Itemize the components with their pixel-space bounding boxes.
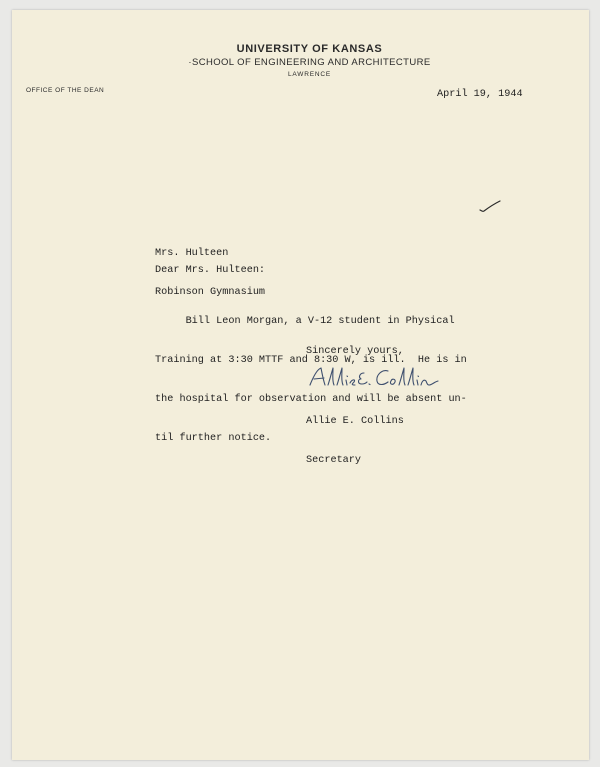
letter-date: April 19, 1944 <box>437 89 523 100</box>
signer-block <box>306 389 404 493</box>
letterhead-school: ·SCHOOL OF ENGINEERING AND ARCHITECTURE <box>188 57 431 68</box>
letterhead-office: OFFICE OF THE DEAN <box>26 87 105 94</box>
recipient-name: Mrs. Hulteen <box>155 248 229 259</box>
body-line: Bill Leon Morgan, a V-12 student in Physical <box>155 316 455 327</box>
check-mark-icon <box>479 200 501 214</box>
letterhead-city: LAWRENCE <box>288 71 331 78</box>
signer-title: Secretary <box>306 455 362 466</box>
closing: Sincerely yours, <box>306 346 404 357</box>
letterhead-university: UNIVERSITY OF KANSAS <box>236 43 383 55</box>
letter-page <box>12 10 589 760</box>
body-line: til further notice. <box>155 433 272 444</box>
body-line: Training at 3:30 MTTF and 8:30 W, is ill. He is in <box>155 355 467 366</box>
body-line: the hospital for observation and will be absent un- <box>155 394 467 405</box>
signer-name: Allie E. Collins <box>306 416 404 427</box>
handwritten-signature <box>306 365 446 391</box>
recipient-address: Robinson Gymnasium <box>155 287 266 298</box>
letterhead <box>12 42 589 81</box>
salutation: Dear Mrs. Hulteen: <box>155 265 266 276</box>
